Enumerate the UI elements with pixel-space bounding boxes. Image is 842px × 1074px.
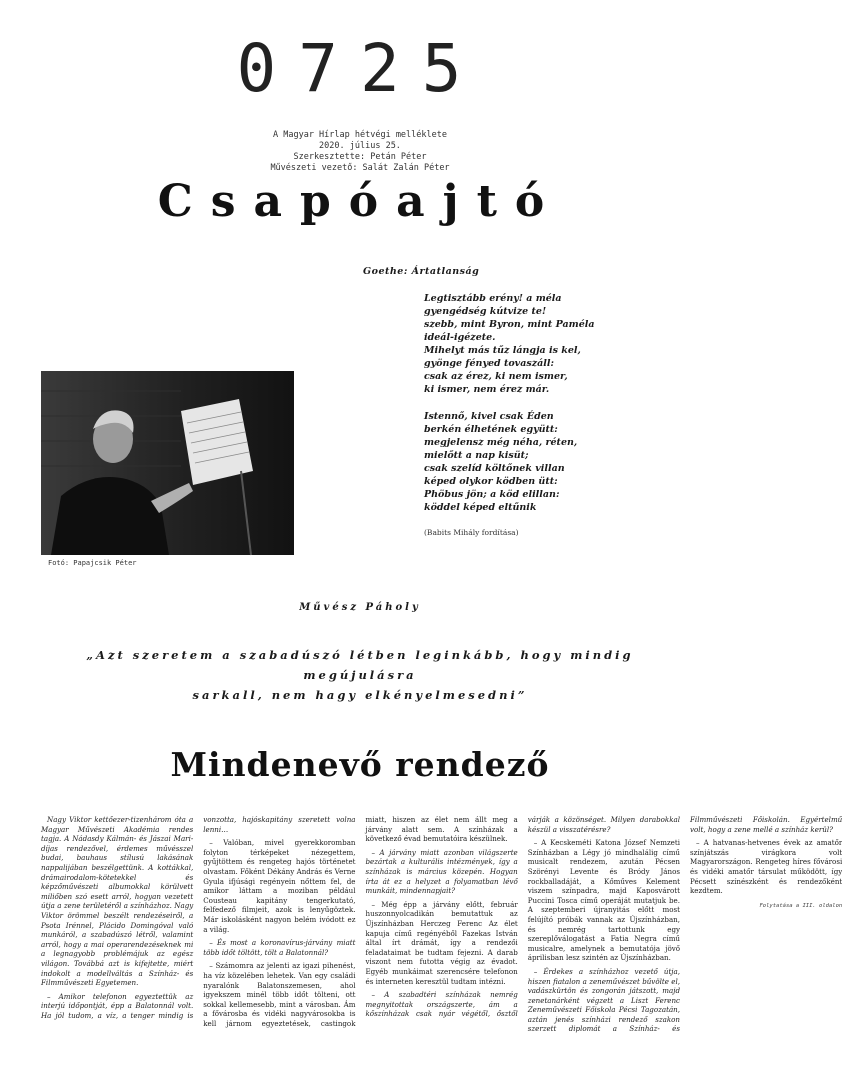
section-title: Művész Páholy xyxy=(299,602,421,613)
masthead-number: 0725 xyxy=(236,30,484,107)
poem-translator: (Babits Mihály fordítása) xyxy=(424,528,519,537)
pull-quote xyxy=(50,645,670,705)
poem-line: megjelensz még néha, réten, xyxy=(424,437,578,448)
meta-supplement: A Magyar Hírlap hétvégi melléklete xyxy=(273,130,447,140)
poem-body xyxy=(424,292,624,514)
article-question: – És most a koronavírus-járvány miatt több időt töltött, tölt a Balatonnál? xyxy=(203,938,356,957)
pull-quote-line: sarkall, nem hagy elkényelmesedni” xyxy=(192,688,528,702)
article-answer: – A Kecskeméti Katona József Nemzeti Színházban a Légy jó mindhalálig című musicalt rendezem, azután Pécsen Szörényi Levente és Bródy János rockballadáját, a Kőműves Kelement viszem színpadra, majd Kaposvárott Puccini Tosca című operáját mutatjuk be. A szeptemberi újranyitás előtt most felújító próbák vannak az Újszínházban, és nemrég tartottunk egy szereplőválogatást a Fatia Negra című musicalre, amelynek a bemutatója jövő áprilisban lesz szintén az Újszínházban. xyxy=(527,838,680,963)
article-question: – Amikor telefonon egyeztettük az interjú időpontját, épp a Balatonnál volt. Ha jól tudom, a víz, a tenger mindig is vonzotta, hajóskapitány szeretett volna lenni… xyxy=(41,815,356,1020)
continued-note: Folytatása a III. oldalon xyxy=(759,902,842,909)
article-question: – A szabadtéri színházak nemrég megnyitottak országszerte, ám a kőszínházak csak nyár végétől, ősztől várják a közönséget. Milyen darabokkal készül a visszatérésre? xyxy=(365,815,680,1019)
photo-credit: Fotó: Papajcsik Péter xyxy=(48,559,137,567)
poem-line: ideál-igézete. xyxy=(424,332,496,343)
poem-line: képed olykor ködben ütt: xyxy=(424,476,558,487)
photo-conductor-with-score-icon xyxy=(41,371,294,555)
article-answer: – Számomra az jelenti az igazi pihenést, ha víz közelében lehetek. Van egy családi nyaralónk Balatonszemesen, ahol igyekszem minél több időt tölteni, ott sokkal kellemesebb, mint a városban. Ám a fővárosba és vidéki nagyvárosokba is kell járnom egyeztetések, castingok miatt, hiszen az élet nem állt meg a járvány alatt sem. A színházak a következő évad bemutatóira készülnek. xyxy=(203,815,518,1028)
article-answer: – Valóban, mivel gyerekkoromban folyton térképeket nézegettem, gyűjtöttem és rengeteg hajós történetet olvastam. Főként Dékány András és Verne Gyula ifjúsági regényein nőttem fel, de amikor láttam a moziban például Cousteau kapitány tengerkutató, felfedező filmjeit, azok is lenyűgöztek. Már iskolásként nagyon belém ivódott ez a világ. xyxy=(203,838,356,934)
article-answer: – Még épp a járvány előtt, február huszonnyolcadikán bemutattuk az Újszínházban Herczeg Ferenc Az élet kapuja című regényéből Fazekas István által írt drámát, így a rendezői feladataimat be tudtam fejezni. A darab viszont nem futotta végig az évadot. Egyéb munkáimat szerencsére telefonon és interneten keresztül tudtam intézni. xyxy=(365,899,518,986)
poem-line: csak szelíd költőnek villan xyxy=(424,463,565,474)
poem-line: gyengédség kútvize te! xyxy=(424,306,547,317)
poem-line: berkén élhetének együtt: xyxy=(424,424,558,435)
poem-line: szebb, mint Byron, mint Paméla xyxy=(424,319,595,330)
poem-line: ki ismer, nem érez már. xyxy=(424,384,550,395)
poem-line: mielőtt a nap kisüt; xyxy=(424,450,529,461)
meta-date: 2020. július 25. xyxy=(319,141,401,151)
poem-line: csak az érez, ki nem ismer, xyxy=(424,371,568,382)
meta-art-director: Művészeti vezető: Salát Zalán Péter xyxy=(270,163,450,173)
article-question: – Érdekes a színházhoz vezető útja, hiszen fiatalon a zeneművészet bűvölte el, vadászkürtön és zongorán játszott, majd zenetanárként végzett a Liszt Ferenc Zeneművészeti Főiskola Pécsi Tagozatán, aztán jenés színházi rendező szakon szerzett diplomát a Színház- és Filmművészeti Főiskolán. Egyértelmű volt, hogy a zene mellé a színház kerül? xyxy=(527,815,842,1034)
page-title: Csapóajtó xyxy=(157,176,563,227)
article-answer: – A hatvanas-hetvenes évek az amatőr színjátszás virágkora volt Magyarországon. Rengeteg híres fővárosi és vidéki amatőr társulat működött, így Pécsett színészként és rendezőként kezdtem. xyxy=(690,838,842,896)
publication-meta xyxy=(0,130,720,174)
poem-line: gyönge fényed tovaszáll: xyxy=(424,358,554,369)
poem-line: Mihelyt más tűz lángja is kel, xyxy=(424,345,581,356)
poem-line: Istennő, kivel csak Éden xyxy=(424,411,554,422)
poem-line: köddel képed eltűnik xyxy=(424,502,537,513)
article-body xyxy=(41,815,842,1037)
article-headline: Mindenevő rendező xyxy=(170,745,550,784)
meta-editor: Szerkesztette: Petán Péter xyxy=(293,152,427,162)
article-lead: Nagy Viktor kettőezer-tizenhárom óta a Magyar Művészeti Akadémia rendes tagja. A Nádasdy Kálmán- és Jászai Mari-díjas rendezővel, érdemes művésszel budai, bauhaus stílusú lakásának nappalijában beszélgettünk. A kottákkal, drámairodalom-kötetekkel és képzőművészeti albumokkal körülvett miliőben szó esett arról, hogyan vezetett útja a zene területéről a színházhoz. Nagy Viktor örömmel beszélt rendezéseiről, a Psota Irénnel, Plácido Domingóval való munkáról, a szabadúszó létről, valamint arról, hogy a mai operarendezéseknek mi a legnagyobb problémájuk az egész világon. Továbbá azt is kifejtette, miért indokolt a modellváltás a Színház- és Filmművészeti Egyetemen. xyxy=(41,815,194,988)
pull-quote-line: „Azt szeretem a szabadúszó létben leginkább, hogy mindig megújulásra xyxy=(86,648,634,682)
portrait-photo xyxy=(41,371,294,555)
poem-title: Goethe: Ártatlanság xyxy=(363,266,480,277)
poem-line: Phöbus jön; a köd elillan: xyxy=(424,489,560,500)
article-question: – A járvány miatt azonban világszerte bezártak a kulturális intézmények, így a színházak is március közepén. Hogyan írta át ez a helyzet a folyamatban lévő munkáit, mindennapjait? xyxy=(365,847,518,896)
poem-line: Legtisztább erény! a méla xyxy=(424,293,562,304)
